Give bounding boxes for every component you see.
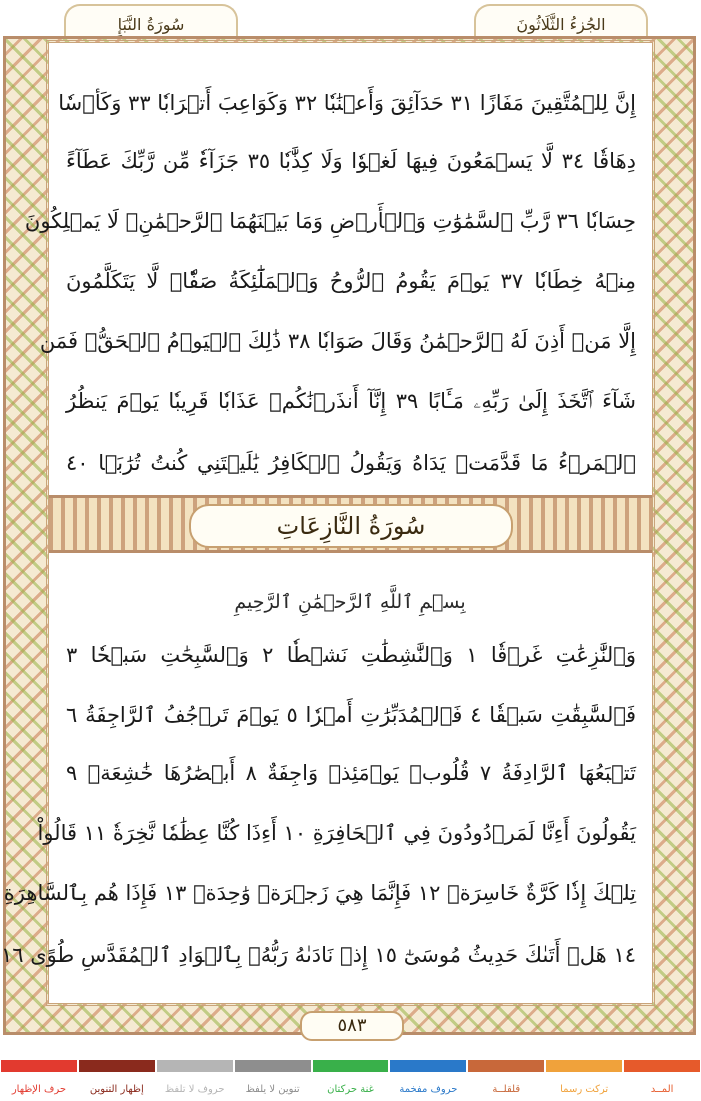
legend-swatch <box>313 1060 389 1072</box>
legend-item <box>623 1060 701 1101</box>
legend-label: المــد <box>650 1084 674 1095</box>
naziat-line-4: يَقُولُونَ أَءِنَّا لَمَرۡدُودُونَ فِي ٱلۡحَافِرَةِ ١٠ أَءِذَا كُنَّا عِظَٰمٗا نَّخِرَةٗ ١١ قَالُواْ <box>37 821 636 845</box>
legend-swatch <box>157 1060 233 1072</box>
legend-swatch <box>235 1060 311 1072</box>
legend-swatch <box>1 1060 77 1072</box>
legend-item <box>467 1060 545 1101</box>
legend-swatch <box>468 1060 544 1072</box>
naba-line-5: إِلَّا مَنۡ أَذِنَ لَهُ ٱلرَّحۡمَٰنُ وَقَالَ صَوَابٗا ٣٨ ذَٰلِكَ ٱلۡيَوۡمُ ٱلۡحَقُّۖ فَمَن <box>39 329 636 353</box>
naba-line-7: ٱلۡمَرۡءُ مَا قَدَّمَتۡ يَدَاهُ وَيَقُولُ ٱلۡكَافِرُ يَٰلَيۡتَنِي كُنتُ تُرَٰبَۢا ٤٠ <box>66 451 636 475</box>
legend-item <box>312 1060 390 1101</box>
naziat-line-2: فَٱلسَّٰبِقَٰتِ سَبۡقٗا ٤ فَٱلۡمُدَبِّرَٰتِ أَمۡرٗا ٥ يَوۡمَ تَرۡجُفُ ٱلرَّاجِفَةُ ٦ <box>66 703 636 727</box>
legend-item <box>0 1060 78 1101</box>
naziat-line-3: تَتۡبَعُهَا ٱلرَّادِفَةُ ٧ قُلُوبٞ يَوۡمَئِذٖ وَاجِفَةٌ ٨ أَبۡصَٰرُهَا خَٰشِعَةٞ ٩ <box>66 761 636 785</box>
naba-line-4: مِنۡهُ خِطَابٗا ٣٧ يَوۡمَ يَقُومُ ٱلرُّوحُ وَٱلۡمَلَٰٓئِكَةُ صَفّٗاۖ لَّا يَتَكَلَّمُونَ <box>66 269 636 293</box>
naziat-line-6: ١٤ هَلۡ أَتَىٰكَ حَدِيثُ مُوسَىٰٓ ١٥ إِذۡ نَادَىٰهُ رَبُّهُۥ بِٱلۡوَادِ ٱلۡمُقَدَّسِ طُوًى ١٦ <box>0 943 636 967</box>
naziat-line-5: تِلۡكَ إِذٗا كَرَّةٌ خَاسِرَةٞ ١٢ فَإِنَّمَا هِيَ زَجۡرَةٞ وَٰحِدَةٞ ١٣ فَإِذَا هُم بِٱلسَّاهِرَةِ <box>3 881 636 905</box>
legend-item <box>78 1060 156 1101</box>
legend-swatch <box>79 1060 155 1072</box>
legend-label: حرف الإظهار <box>11 1084 67 1095</box>
legend-item <box>156 1060 234 1101</box>
legend-label: حروف مفخمة <box>399 1084 458 1095</box>
legend-swatch <box>390 1060 466 1072</box>
naba-line-3: حِسَابٗا ٣٦ رَّبِّ ٱلسَّمَٰوَٰتِ وَٱلۡأَرۡضِ وَمَا بَيۡنَهُمَا ٱلرَّحۡمَٰنِۖ لَا يَمۡلِكُونَ <box>24 209 636 233</box>
surah-banner <box>49 495 652 553</box>
naba-line-2: دِهَاقٗا ٣٤ لَّا يَسۡمَعُونَ فِيهَا لَغۡوٗا وَلَا كِذَّٰبٗا ٣٥ جَزَآءٗ مِّن رَّبِّكَ عَطَآءً <box>66 149 637 173</box>
legend-item <box>389 1060 467 1101</box>
legend-item <box>234 1060 312 1101</box>
legend-label: إظهار التنوين <box>89 1084 144 1095</box>
surah-name-label: سُورَةُ النَّبَإِ <box>117 14 185 34</box>
page-number: ٥٨٣ <box>300 1011 404 1041</box>
legend-label: حروف لا تلفظ <box>164 1084 225 1095</box>
legend-swatch <box>546 1060 622 1072</box>
legend-label: غنة حركتان <box>327 1084 374 1095</box>
naba-line-1: إِنَّ لِلۡمُتَّقِينَ مَفَازًا ٣١ حَدَآئِقَ وَأَعۡنَٰبٗا ٣٢ وَكَوَاعِبَ أَتۡرَابٗا ٣٣ وَكَأۡسٗا <box>58 91 636 115</box>
legend-label: قلقلــة <box>492 1084 521 1095</box>
juz-label: الجُزءُ الثَّلَاثُونَ <box>516 14 606 34</box>
tajweed-legend <box>0 1060 701 1101</box>
legend-item <box>545 1060 623 1101</box>
surah-title: سُورَةُ النَّازِعَاتِ <box>189 504 513 548</box>
legend-swatch <box>624 1060 700 1072</box>
naziat-line-1: وَٱلنَّٰزِعَٰتِ غَرۡقٗا ١ وَٱلنَّٰشِطَٰتِ نَشۡطٗا ٢ وَٱلسَّٰبِحَٰتِ سَبۡحٗا ٣ <box>66 643 636 667</box>
legend-label: تركت رسما <box>560 1084 609 1095</box>
basmala: بِسۡمِ ٱللَّهِ ٱلرَّحۡمَٰنِ ٱلرَّحِيمِ <box>234 591 466 613</box>
legend-label: تنوين لا يلفظ <box>245 1084 300 1095</box>
naba-line-6: شَآءَ ٱتَّخَذَ إِلَىٰ رَبِّهِۦ مَـَٔابًا ٣٩ إِنَّآ أَنذَرۡنَٰكُمۡ عَذَابٗا قَرِيبٗا يَوۡمَ يَنظُرُ <box>66 389 636 413</box>
